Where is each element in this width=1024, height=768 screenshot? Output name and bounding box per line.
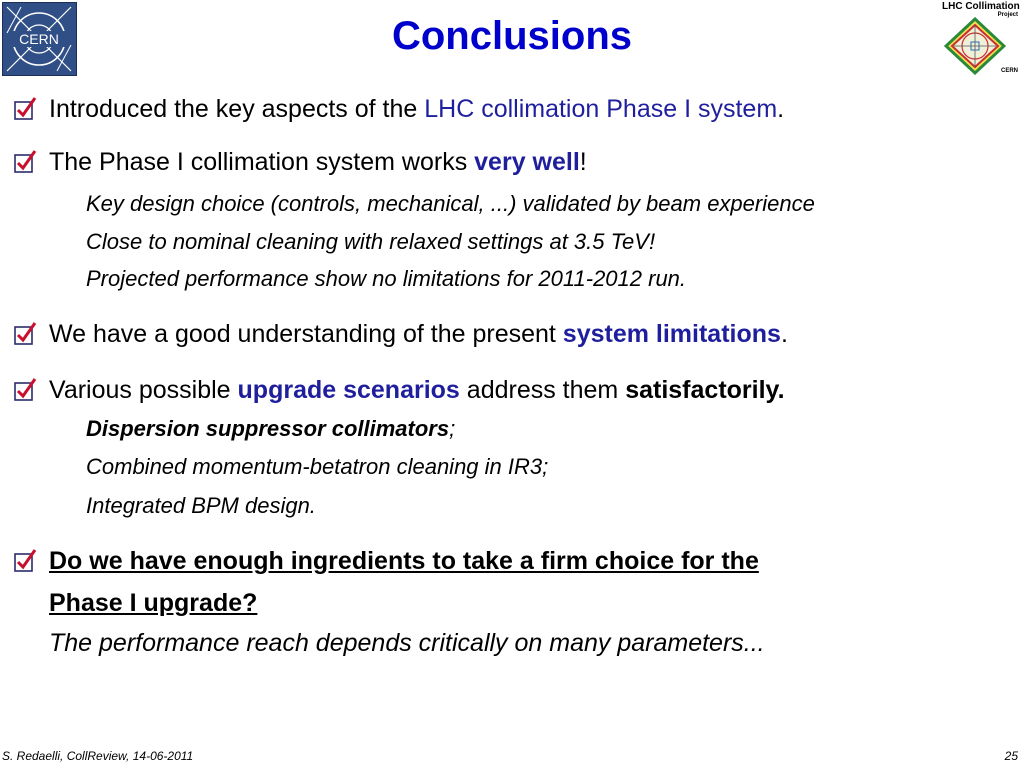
highlight-text: upgrade scenarios	[237, 376, 460, 404]
logo-org: CERN	[1000, 68, 1018, 74]
highlight-text: very well	[474, 148, 580, 176]
sub-item: Key design choice (controls, mechanical, ...) validated by beam experience	[86, 191, 815, 216]
page-title: Conclusions	[391, 14, 633, 58]
sub-item: Combined momentum-betatron cleaning in IR3;	[86, 454, 549, 479]
sub-item: Integrated BPM design.	[86, 493, 316, 518]
sub-item: Close to nominal cleaning with relaxed settings at 3.5 TeV!	[86, 229, 656, 254]
footer-credit: S. Redaelli, CollReview, 14-06-2011	[2, 749, 194, 763]
checkbox-icon	[14, 322, 38, 346]
logo-title: LHC Collimation	[942, 1, 1020, 12]
page-number: 25	[1004, 749, 1018, 763]
checkbox-icon	[14, 378, 38, 402]
cern-logo-text: CERN	[19, 31, 59, 47]
question-line-2: Phase I upgrade?	[49, 589, 258, 617]
logo-subtitle: Project	[997, 12, 1018, 18]
highlight-text: LHC collimation Phase I system	[424, 95, 778, 123]
checkbox-icon	[14, 150, 38, 174]
question-line-3: The performance reach depends critically on many parameters...	[49, 629, 765, 657]
question-line-1: Do we have enough ingredients to take a firm choice for the	[49, 547, 759, 575]
sub-item: Dispersion suppressor collimators;	[86, 416, 456, 441]
bold-text: satisfactorily.	[625, 376, 785, 404]
lhc-collimation-logo	[938, 0, 1022, 80]
checkbox-icon	[14, 97, 38, 121]
checkbox-icon	[14, 549, 38, 573]
sub-item: Projected performance show no limitations for 2011-2012 run.	[86, 266, 687, 291]
highlight-text: system limitations	[562, 320, 781, 348]
